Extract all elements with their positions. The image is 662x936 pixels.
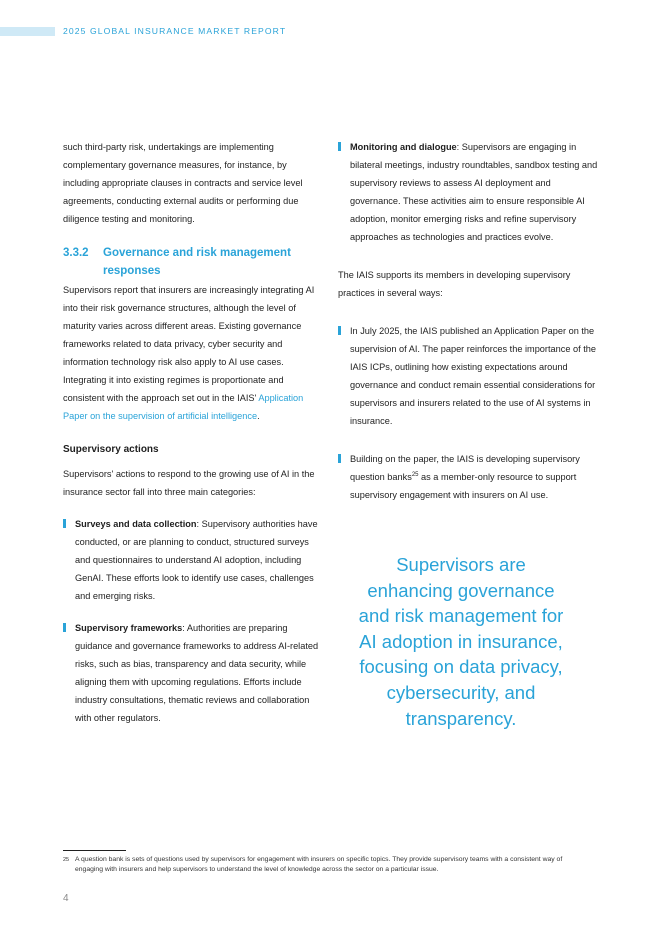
section-body <box>63 281 325 425</box>
bullet-marker-icon <box>338 326 341 335</box>
bullet-title: Supervisory frameworks <box>75 623 183 633</box>
bullet-text: In July 2025, the IAIS published an Application Paper on the supervision of AI. The paper reinforces the importance of the IAIS ICPs, outlining how existing expectations around governance and conduct remain essential considerations for supervisors and insurers related to the use of AI systems in insurance. <box>350 326 596 426</box>
bullet-text-end: as a member-only resource to support supervisory engagement with insurers on AI use. <box>350 472 577 500</box>
application-paper-link[interactable]: Application Paper on the supervision of artificial intelligence <box>63 393 304 421</box>
bullet-title: Surveys and data collection <box>75 519 197 529</box>
pull-quote: Supervisors are enhancing governance and risk management for AI adoption in insurance, focusing on data privacy, cybersecurity, and transparency. <box>358 554 564 729</box>
bullet-marker-icon <box>63 519 66 528</box>
intro-paragraph: such third-party risk, undertakings are implementing complementary governance measures, for instance, by including appropriate clauses in contracts and service level agreements, conducting external audits or performing due diligence testing and monitoring. <box>63 142 303 224</box>
bullet-text: : Supervisory authorities have conducted, or are planning to conduct, structured surveys and questionnaires to understand AI adoption, including GenAI. These efforts look to identify use cases, challenges and emerging risks. <box>75 519 318 601</box>
bullet-marker-icon <box>63 623 66 632</box>
footnote-reference[interactable]: 25 <box>411 471 419 478</box>
supervisory-actions-intro: Supervisors' actions to respond to the growing use of AI in the insurance sector fall into three main categories: <box>63 469 315 497</box>
bullet-frameworks <box>63 619 325 727</box>
footnote <box>63 855 583 875</box>
footnote-divider <box>63 850 126 851</box>
section-heading <box>63 244 325 280</box>
right-column <box>338 138 600 518</box>
bullet-marker-icon <box>338 142 341 151</box>
bullet-title: Monitoring and dialogue <box>350 142 457 152</box>
header-accent-band <box>0 27 55 36</box>
bullet-text: : Authorities are preparing guidance and governance frameworks to address AI-related risks, such as bias, transparency and data security, while aligning them with upcoming regulations. Efforts include industry consultations, thematic reviews and collaboration with other regulators. <box>75 623 319 723</box>
bullet-application-paper <box>338 322 600 430</box>
bullet-monitoring <box>338 138 600 246</box>
left-column <box>63 138 325 741</box>
bullet-marker-icon <box>338 454 341 463</box>
supervisory-actions-heading: Supervisory actions <box>63 444 159 455</box>
section-body-end: . <box>257 411 260 421</box>
section-title: Governance and risk management responses <box>103 247 291 277</box>
bullet-text: : Supervisors are engaging in bilateral meetings, industry roundtables, sandbox testing and supervisory reviews to assess AI deployment and governance. These activities aim to ensure responsible AI adoption, monitor emerging risks and refine supervisory approaches as technologies and practices evolve. <box>350 142 598 242</box>
bullet-question-banks <box>338 450 600 504</box>
page-number: 4 <box>63 893 69 904</box>
bullet-text: Building on the paper, the IAIS is developing supervisory question banks <box>350 454 580 482</box>
section-body-text: Supervisors report that insurers are increasingly integrating AI into their risk governance structures, although the level of maturity varies across different areas. Existing governance frameworks related to data privacy, cyber security and information technology risk also apply to AI use cases. Integrating it into existing regimes is proportionate and consistent with the approach set out in the IAIS' <box>63 285 315 403</box>
section-number: 3.3.2 <box>63 247 89 259</box>
footnote-text: A question bank is sets of questions used by supervisors for engagement with insurers on specific topics. They provide supervisory teams with a consistent way of engaging with insurers and help supervisors to understand the level of knowledge across the sector on a particular issue. <box>75 856 563 873</box>
bullet-surveys <box>63 515 325 605</box>
iais-support-paragraph: The IAIS supports its members in developing supervisory practices in several ways: <box>338 270 571 298</box>
report-header-title: 2025 GLOBAL INSURANCE MARKET REPORT <box>63 26 287 36</box>
footnote-number: 25 <box>63 857 70 863</box>
